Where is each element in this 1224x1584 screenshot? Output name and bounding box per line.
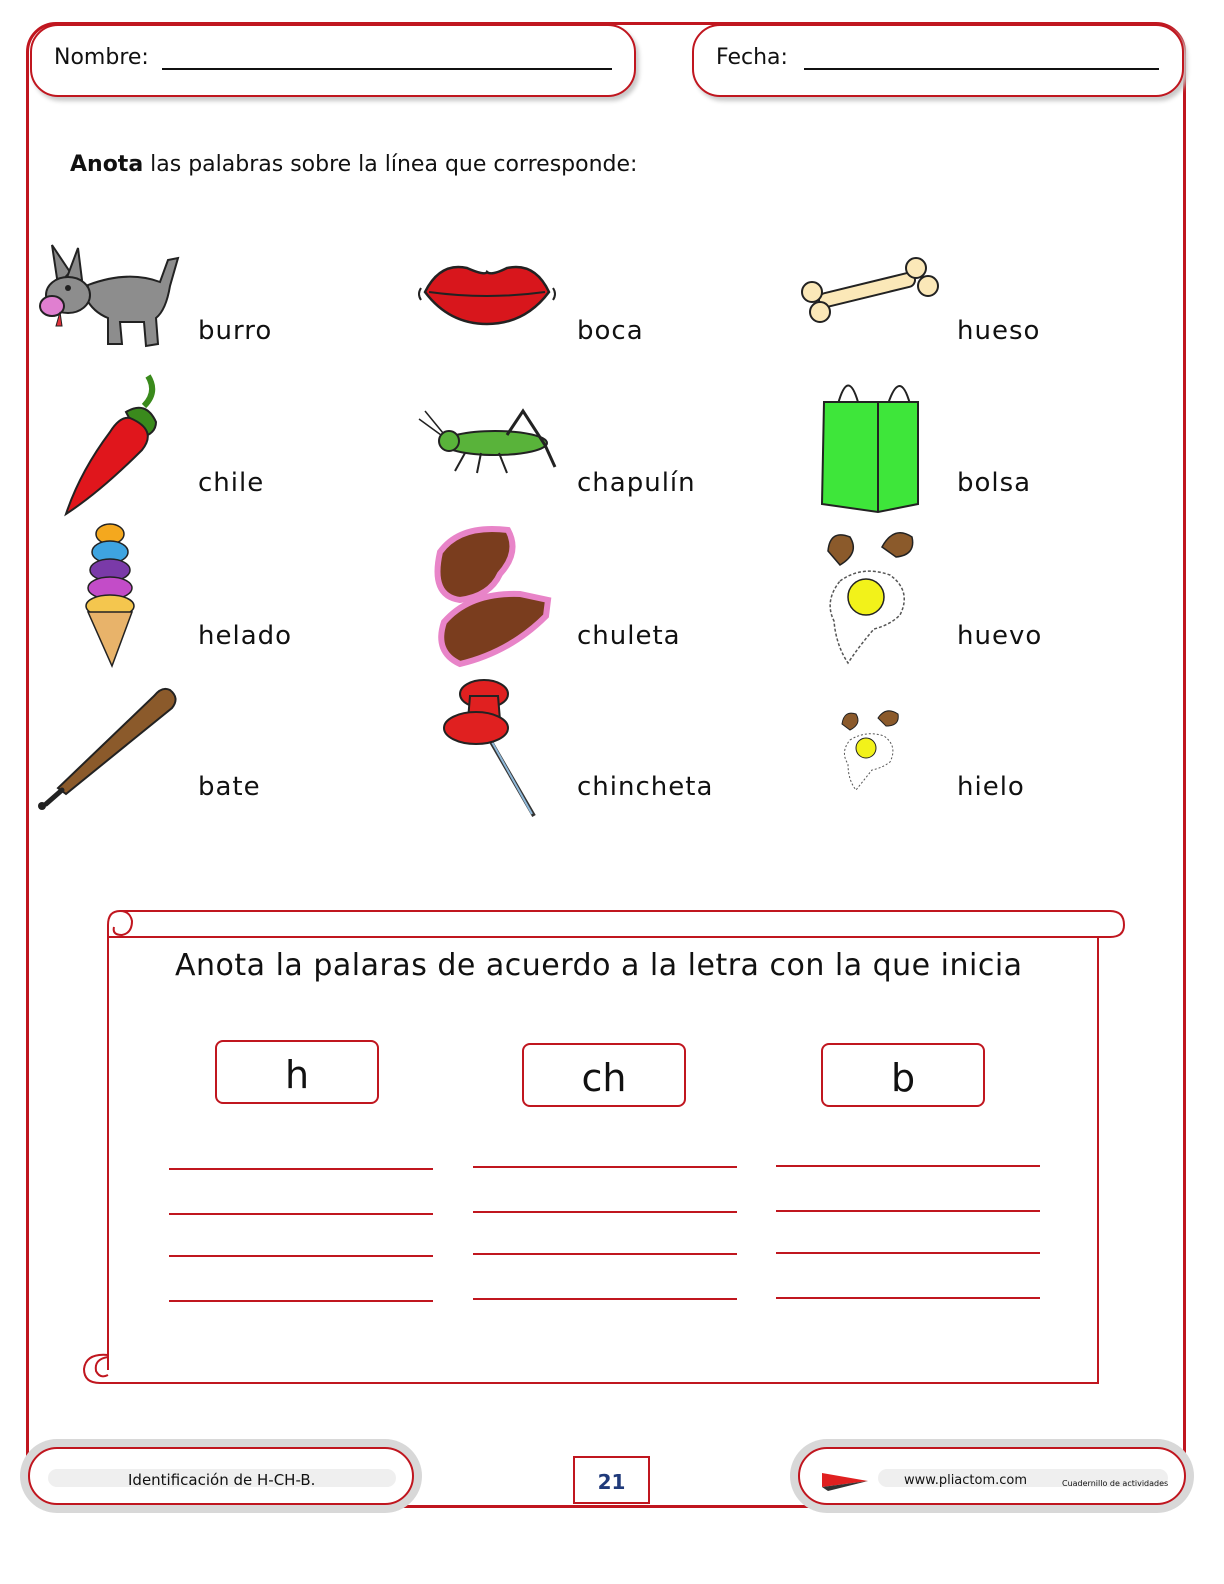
lips-icon	[415, 258, 560, 328]
name-label: Nombre:	[54, 45, 149, 70]
page-number: 21	[573, 1456, 650, 1504]
writing-line-h-1[interactable]	[169, 1168, 433, 1170]
scroll-title: Anota la palaras de acuerdo a la letra con la que inicia	[175, 948, 1023, 983]
instruction-rest: las palabras sobre la línea que corresponde:	[143, 152, 638, 177]
baseball-bat-icon	[36, 684, 181, 812]
word-chuleta: chuleta	[577, 621, 681, 651]
footer-tagline: Cuadernillo de actividades	[1062, 1479, 1169, 1488]
letter-box-b: b	[821, 1043, 985, 1107]
writing-line-b-4[interactable]	[776, 1297, 1040, 1299]
writing-line-b-2[interactable]	[776, 1210, 1040, 1212]
bag-icon	[818, 372, 923, 517]
footer-right-pill	[798, 1447, 1186, 1505]
instruction-bold: Anota	[70, 152, 144, 177]
donkey-icon	[38, 240, 183, 352]
name-line[interactable]	[162, 68, 612, 70]
letter-box-ch: ch	[522, 1043, 686, 1107]
footer-left-pill	[28, 1447, 414, 1505]
letter-box-h: h	[215, 1040, 379, 1104]
chili-pepper-icon	[60, 372, 165, 517]
writing-line-b-3[interactable]	[776, 1252, 1040, 1254]
writing-line-h-3[interactable]	[169, 1255, 433, 1257]
date-box	[692, 24, 1184, 97]
bone-icon	[798, 256, 943, 328]
writing-line-b-1[interactable]	[776, 1165, 1040, 1167]
word-huevo: huevo	[957, 621, 1043, 651]
footer-topic: Identificación de H-CH-B.	[128, 1471, 316, 1489]
pliactom-logo-icon	[818, 1453, 872, 1499]
writing-line-h-4[interactable]	[169, 1300, 433, 1302]
word-bolsa: bolsa	[957, 468, 1032, 498]
small-egg-icon	[838, 706, 902, 792]
writing-line-ch-3[interactable]	[473, 1253, 737, 1255]
ice-cream-icon	[80, 520, 140, 668]
word-hielo: hielo	[957, 772, 1025, 802]
word-boca: boca	[577, 316, 644, 346]
word-chapulin: chapulín	[577, 468, 696, 498]
name-box	[30, 24, 636, 97]
writing-line-ch-2[interactable]	[473, 1211, 737, 1213]
date-line[interactable]	[804, 68, 1159, 70]
word-helado: helado	[198, 621, 293, 651]
grasshopper-icon	[415, 405, 560, 480]
writing-line-h-2[interactable]	[169, 1213, 433, 1215]
word-chincheta: chincheta	[577, 772, 714, 802]
footer-website[interactable]: www.pliactom.com	[904, 1473, 1028, 1488]
pork-chop-icon	[420, 522, 555, 670]
date-label: Fecha:	[716, 45, 788, 70]
word-chile: chile	[198, 468, 265, 498]
instruction-text	[70, 152, 637, 177]
word-hueso: hueso	[957, 316, 1041, 346]
writing-line-ch-1[interactable]	[473, 1166, 737, 1168]
fried-egg-icon	[820, 525, 920, 670]
word-burro: burro	[198, 316, 273, 346]
writing-line-ch-4[interactable]	[473, 1298, 737, 1300]
push-pin-icon	[438, 676, 538, 821]
word-bate: bate	[198, 772, 261, 802]
